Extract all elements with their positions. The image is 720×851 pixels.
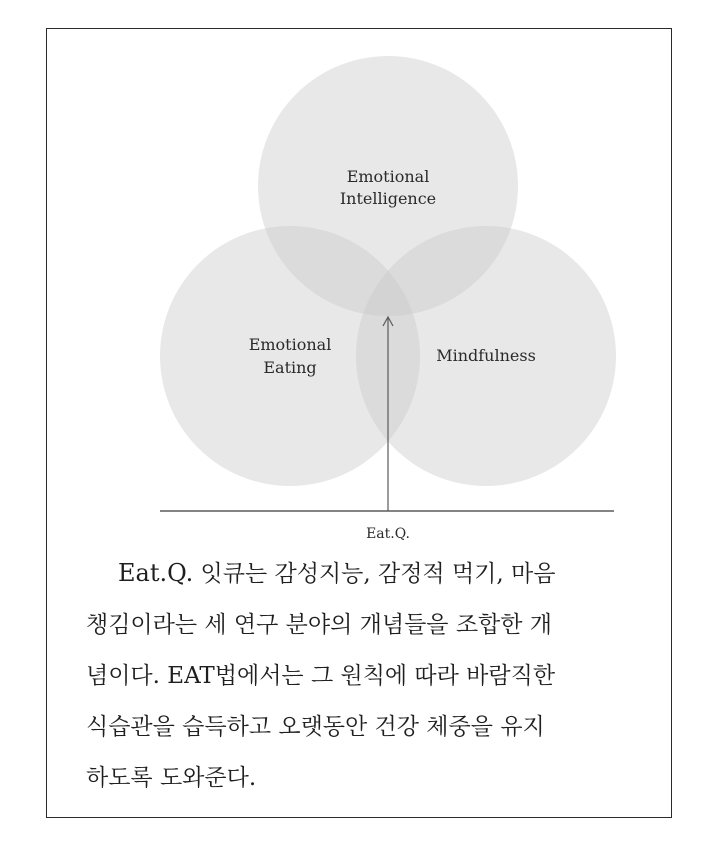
caption-lead: Eat.Q.: [118, 559, 194, 587]
caption-line-1-text: 잇큐는 감성지능, 감정적 먹기, 마음: [193, 561, 556, 587]
label-emotional-eating-1: Emotional: [248, 335, 332, 354]
label-emotional-eating-2: Eating: [263, 358, 317, 377]
caption-line-1: [86, 548, 646, 600]
caption-line-4: 식습관을 습득하고 오랫동안 건강 체중을 유지: [86, 714, 545, 740]
label-mindfulness: Mindfulness: [436, 346, 536, 365]
axis-label: Eat.Q.: [366, 526, 410, 540]
label-emotional-intelligence-2: Intelligence: [339, 189, 437, 208]
caption: [86, 548, 646, 804]
caption-line-2: 챙김이라는 세 연구 분야의 개념들을 조합한 개: [86, 612, 553, 638]
caption-line-3: 념이다. EAT법에서는 그 원칙에 따라 바람직한: [86, 663, 556, 689]
label-emotional-intelligence-1: Emotional: [346, 167, 430, 186]
caption-line-5: 하도록 도와준다.: [86, 765, 257, 791]
